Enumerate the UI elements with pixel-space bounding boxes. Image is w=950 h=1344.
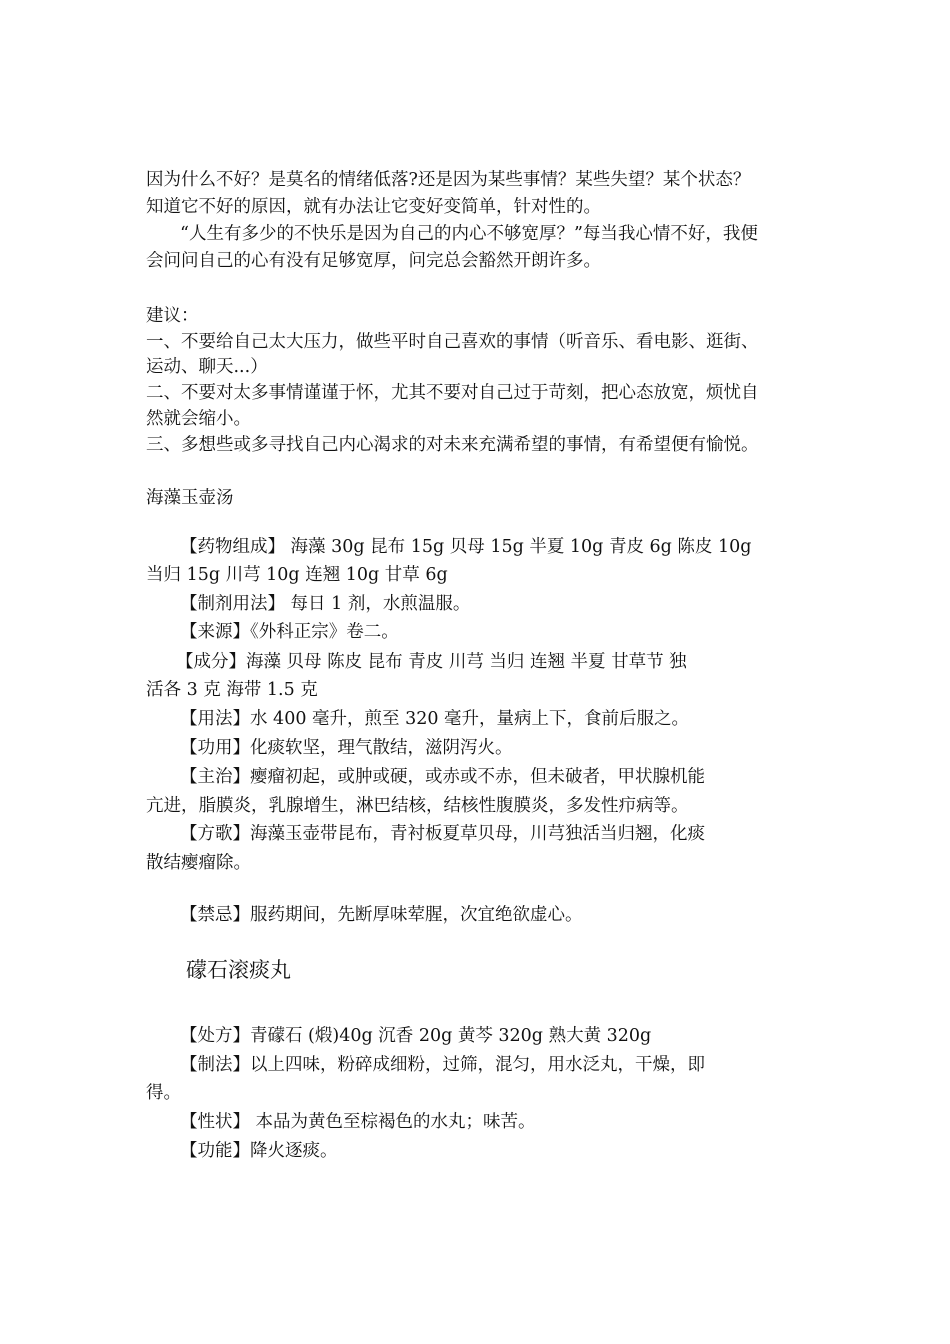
haizao-source: 【来源】《外科正宗》卷二。 [180,622,399,642]
section-title-haizao: 海藻玉壶汤 [146,488,234,508]
mengshi-function: 【功能】降火逐痰。 [180,1141,338,1161]
haizao-composition-2: 当归 15g 川芎 10g 连翘 10g 甘草 6g [146,565,448,585]
advice-line-5: 三、多想些或多寻找自己内心渴求的对未来充满希望的事情，有希望便有愉悦。 [146,435,759,455]
intro-line-1: 因为什么不好？是莫名的情绪低落?还是因为某些事情？某些失望？某个状态？ [146,170,751,190]
advice-line-1: 一、不要给自己太大压力，做些平时自己喜欢的事情（听音乐、看电影、逛街、 [146,332,759,352]
haizao-song-1: 【方歌】海藻玉壶带昆布，青衬板夏草贝母，川芎独活当归翘，化痰 [180,824,705,844]
haizao-usage: 【用法】水 400 毫升，煎至 320 毫升，量病上下，食前后服之。 [180,709,690,729]
intro-line-3: “人生有多少的不快乐是因为自己的内心不够宽厚？”每当我心情不好，我便 [180,224,758,244]
mengshi-method-1: 【制法】以上四味，粉碎成细粉，过筛，混匀，用水泛丸，干燥，即 [180,1055,705,1075]
mengshi-properties: 【性状】 本品为黄色至棕褐色的水丸；味苦。 [180,1112,536,1132]
haizao-preparation: 【制剂用法】 每日 1 剂，水煎温服。 [180,594,471,614]
haizao-indication-2: 亢进，脂膜炎，乳腺增生，淋巴结核，结核性腹膜炎，多发性疖病等。 [146,796,689,816]
haizao-song-2: 散结瘿瘤除。 [146,853,251,873]
haizao-ingredients-1: 【成分】海藻 贝母 陈皮 昆布 青皮 川芎 当归 连翘 半夏 甘草节 独 [176,652,687,672]
haizao-indication-1: 【主治】瘿瘤初起，或肿或硬，或赤或不赤，但未破者，甲状腺机能 [180,767,705,787]
advice-line-2: 运动、聊天...） [146,357,268,377]
mengshi-method-2: 得。 [146,1083,181,1103]
intro-line-4: 会问问自己的心有没有足够宽厚，问完总会豁然开朗许多。 [146,251,601,271]
haizao-composition-1: 【药物组成】 海藻 30g 昆布 15g 贝母 15g 半夏 10g 青皮 6g 陈皮 10g [180,537,752,557]
advice-title: 建议： [146,306,199,326]
advice-line-4: 然就会缩小。 [146,409,251,429]
haizao-ingredients-2: 活各 3 克 海带 1.5 克 [146,680,318,700]
section-title-mengshi: 礞石滚痰丸 [186,958,291,982]
advice-line-3: 二、不要对太多事情谨谨于怀，尤其不要对自己过于苛刻，把心态放宽，烦忧自 [146,383,759,403]
intro-line-2: 知道它不好的原因，就有办法让它变好变简单，针对性的。 [146,197,601,217]
mengshi-formula: 【处方】青礞石 (煅)40g 沉香 20g 黄芩 320g 熟大黄 320g [180,1026,652,1046]
haizao-effect: 【功用】化痰软坚，理气散结，滋阴泻火。 [180,738,513,758]
haizao-taboo: 【禁忌】服药期间，先断厚味荤腥，次宜绝欲虚心。 [180,905,583,925]
